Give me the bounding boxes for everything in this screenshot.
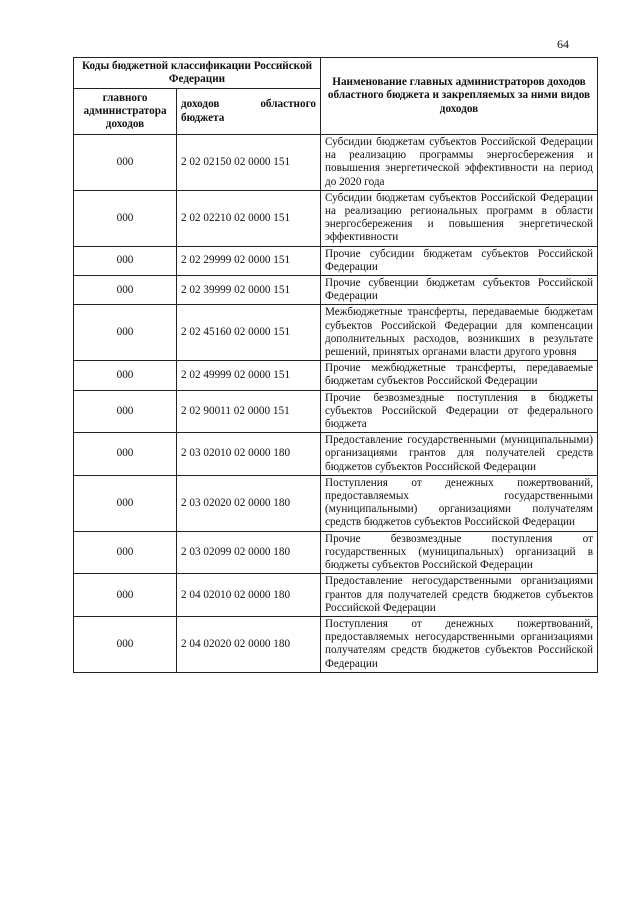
page-number: 64	[557, 37, 569, 51]
table-row	[74, 390, 598, 433]
income-name-cell: Прочие безвозмездные поступления от государственных (муниципальных) организаций в бюджеты субъектов Российской Федерации	[321, 531, 598, 574]
income-name-cell: Поступления от денежных пожертвований, предоставляемых государственными (муниципальными) организациями получателям средств бюджетов субъектов Российской Федерации	[321, 475, 598, 531]
income-name-cell: Субсидии бюджетам субъектов Российской Федерации на реализацию программы энергосбережения и повышения энергетической эффективности на период до 2020 года	[321, 135, 598, 191]
admin-code-cell: 000	[74, 276, 177, 305]
admin-code-cell: 000	[74, 190, 177, 246]
income-name-cell: Межбюджетные трансферты, передаваемые бюджетам субъектов Российской Федерации для компенсации дополнительных расходов, возникших в результате решений, принятых органами власти другого уровня	[321, 305, 598, 361]
income-code-cell: 2 03 02010 02 0000 180	[177, 433, 321, 476]
income-name-cell: Предоставление негосударственными организациями грантов для получателей средств бюджетов субъектов Российской Федерации	[321, 574, 598, 617]
income-code-cell: 2 04 02020 02 0000 180	[177, 616, 321, 672]
admin-code-cell: 000	[74, 616, 177, 672]
income-name-cell: Прочие субсидии бюджетам субъектов Российской Федерации	[321, 246, 598, 275]
table-row	[74, 361, 598, 390]
income-code-cell: 2 02 45160 02 0000 151	[177, 305, 321, 361]
budget-classification-table	[73, 57, 598, 673]
income-code-cell: 2 02 02210 02 0000 151	[177, 190, 321, 246]
income-code-cell: 2 04 02010 02 0000 180	[177, 574, 321, 617]
table-row	[74, 276, 598, 305]
admin-code-cell: 000	[74, 305, 177, 361]
table-row	[74, 135, 598, 191]
admin-code-cell: 000	[74, 433, 177, 476]
income-name-cell: Прочие межбюджетные трансферты, передаваемые бюджетам субъектов Российской Федерации	[321, 361, 598, 390]
table-row	[74, 433, 598, 476]
admin-code-cell: 000	[74, 475, 177, 531]
admin-code-cell: 000	[74, 390, 177, 433]
header-group-title: Коды бюджетной классификации Российской Федерации	[74, 58, 321, 89]
admin-code-cell: 000	[74, 361, 177, 390]
table-header	[74, 58, 598, 135]
table-row	[74, 531, 598, 574]
income-code-cell: 2 03 02099 02 0000 180	[177, 531, 321, 574]
income-name-cell: Поступления от денежных пожертвований, предоставляемых негосударственными организациями получателям средств бюджетов субъектов Российской Федерации	[321, 616, 598, 672]
income-code-cell: 2 02 02150 02 0000 151	[177, 135, 321, 191]
table-body	[74, 135, 598, 673]
income-code-cell: 2 02 29999 02 0000 151	[177, 246, 321, 275]
income-code-cell: 2 02 39999 02 0000 151	[177, 276, 321, 305]
header-admin-column: главного администратора доходов	[74, 89, 177, 135]
income-code-cell: 2 02 90011 02 0000 151	[177, 390, 321, 433]
income-name-cell: Предоставление государственными (муниципальными) организациями грантов для получателей средств бюджетов субъектов Российской Федерации	[321, 433, 598, 476]
income-name-cell: Субсидии бюджетам субъектов Российской Федерации на реализацию региональных программ в области энергосбережения и повышения энергетической эффективности	[321, 190, 598, 246]
admin-code-cell: 000	[74, 574, 177, 617]
admin-code-cell: 000	[74, 135, 177, 191]
header-name-column: Наименование главных администраторов доходов областного бюджета и закрепляемых за ними видов доходов	[321, 58, 598, 135]
income-code-cell: 2 02 49999 02 0000 151	[177, 361, 321, 390]
admin-code-cell: 000	[74, 246, 177, 275]
income-code-cell: 2 03 02020 02 0000 180	[177, 475, 321, 531]
table-row	[74, 574, 598, 617]
income-name-cell: Прочие субвенции бюджетам субъектов Российской Федерации	[321, 276, 598, 305]
table-row	[74, 305, 598, 361]
table-row	[74, 190, 598, 246]
table-row	[74, 246, 598, 275]
table-row	[74, 475, 598, 531]
admin-code-cell: 000	[74, 531, 177, 574]
income-name-cell: Прочие безвозмездные поступления в бюджеты субъектов Российской Федерации от федерального бюджета	[321, 390, 598, 433]
header-income-column: доходов областного бюджета	[177, 89, 321, 135]
table-row	[74, 616, 598, 672]
